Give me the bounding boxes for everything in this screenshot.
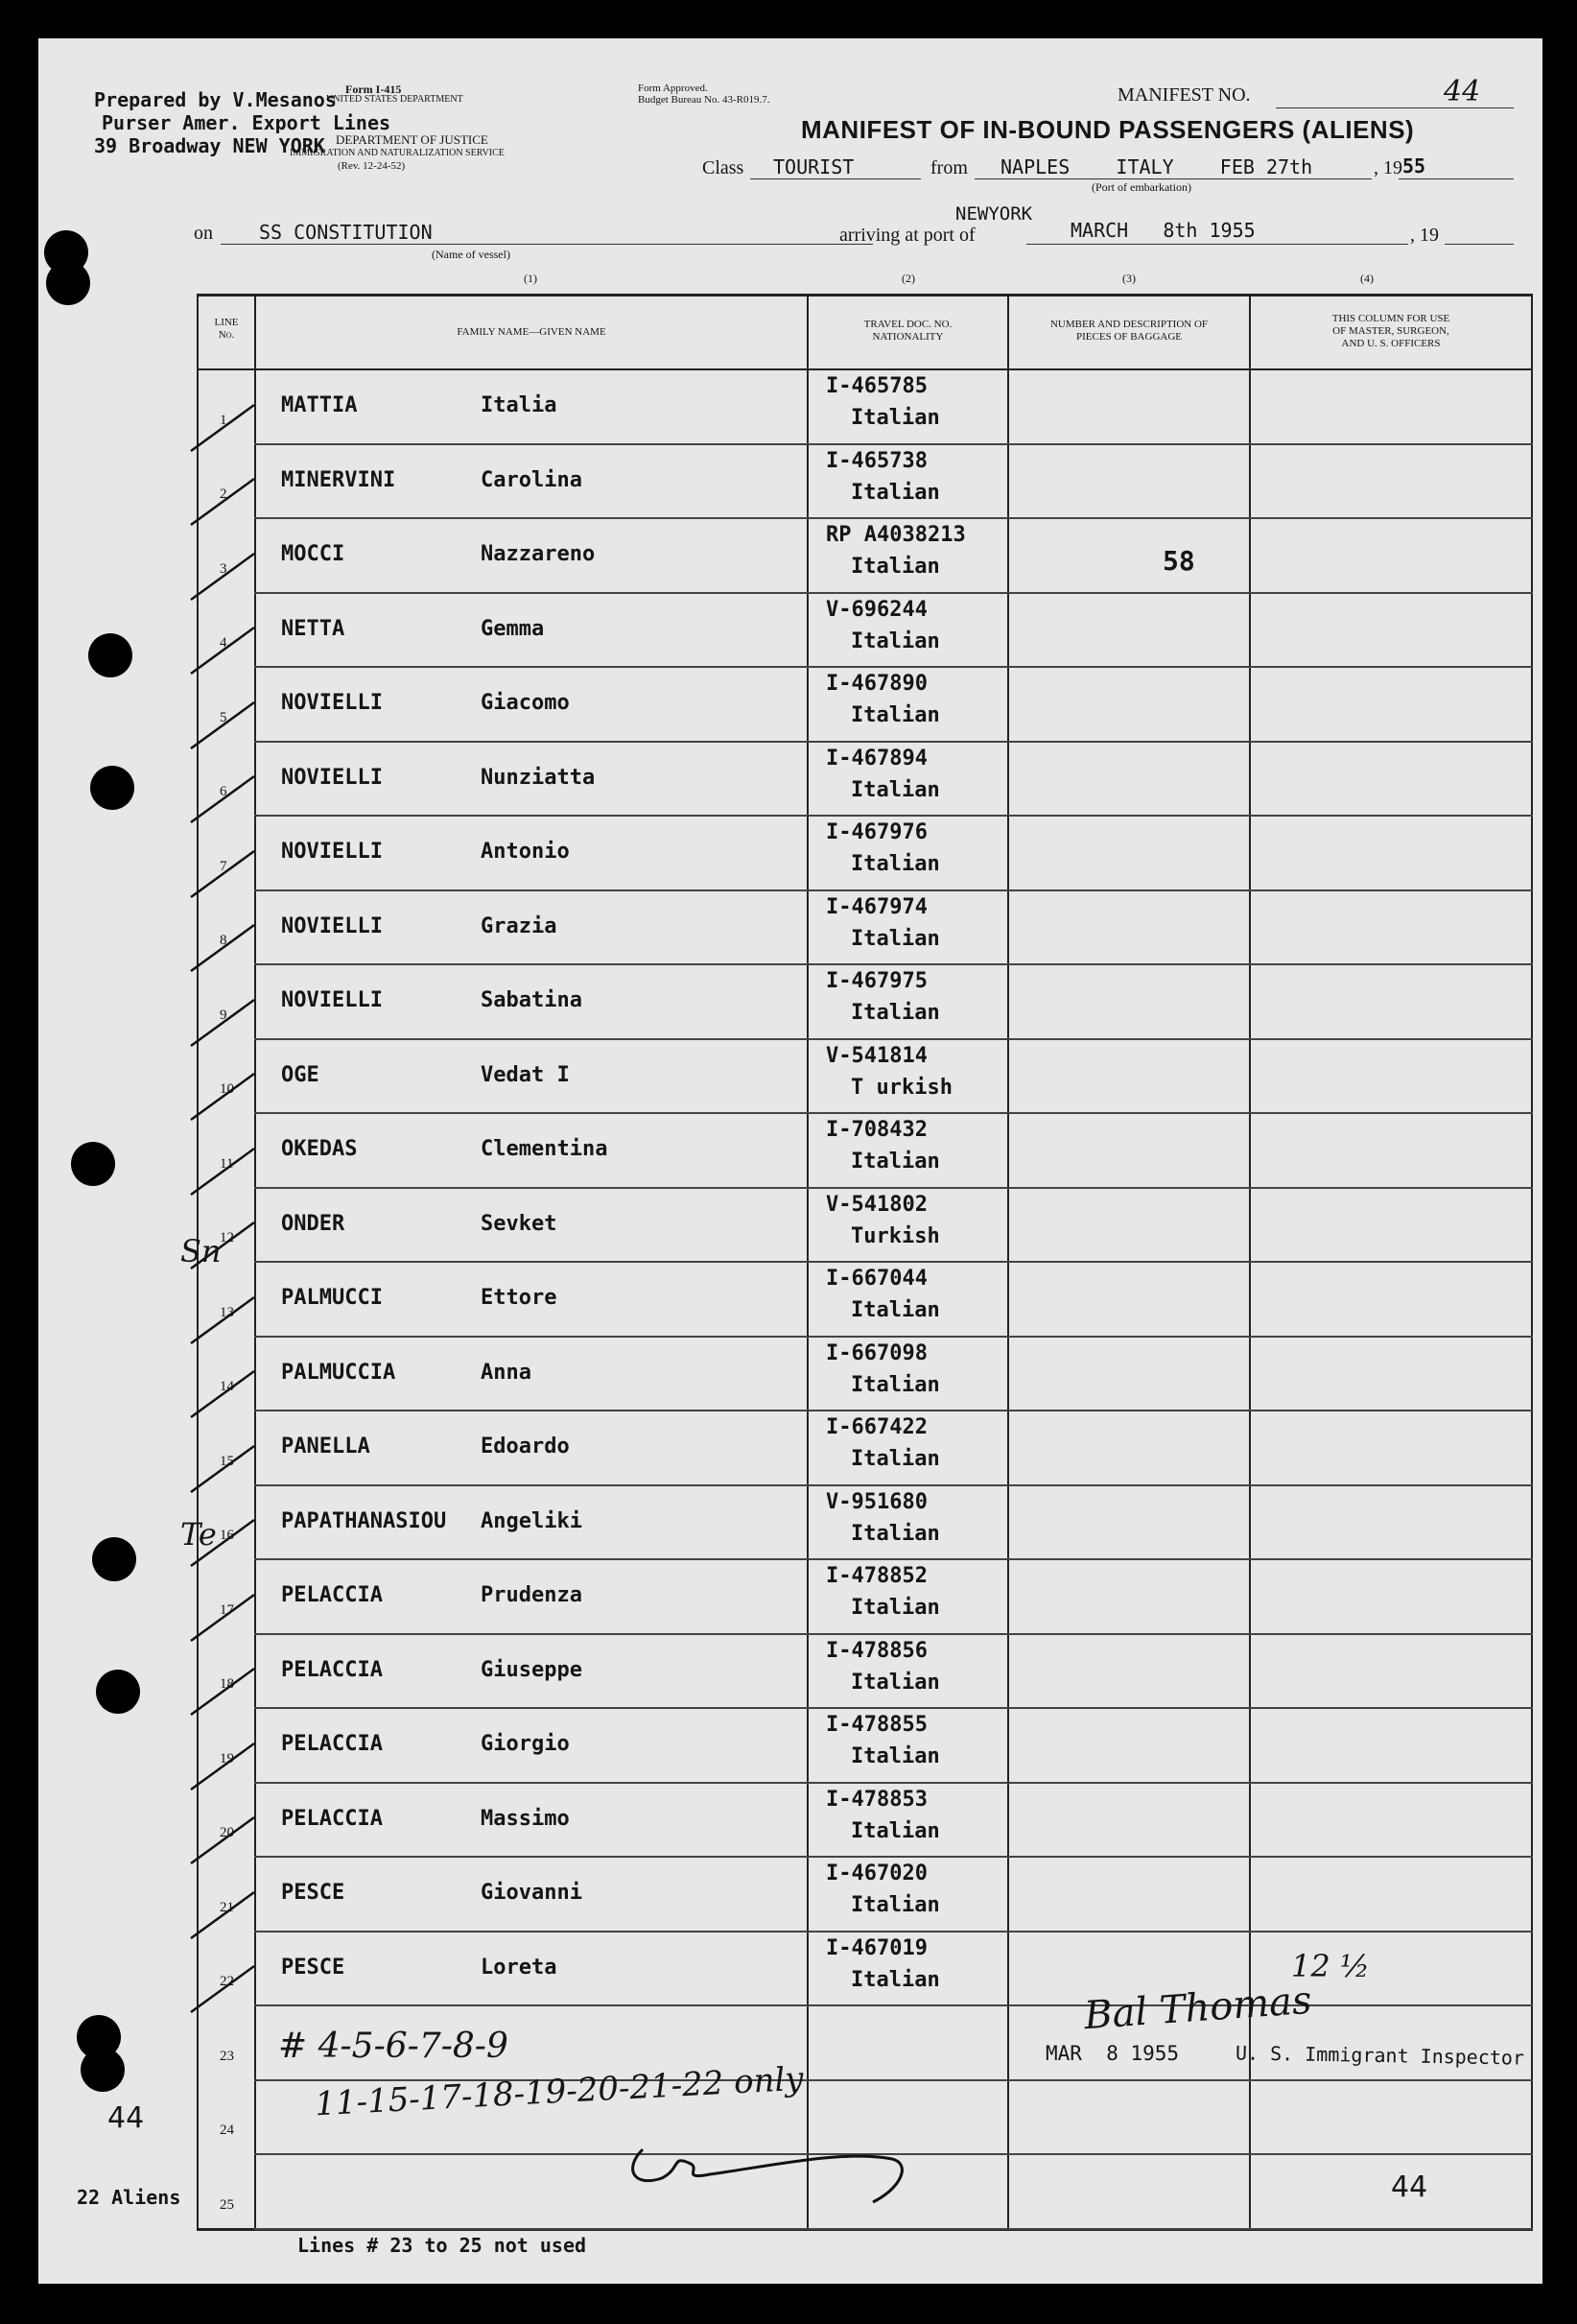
given-name: Vedat I	[481, 1062, 570, 1087]
given-name: Italia	[481, 393, 557, 417]
prepared-line-3: 39 Broadway NEW YORK	[94, 134, 325, 157]
budget-bureau: Budget Bureau No. 43-R019.7.	[638, 94, 770, 106]
nationality: Italian	[851, 1744, 940, 1768]
line-number: 20	[220, 1825, 234, 1840]
travel-doc-number: V-696244	[826, 597, 928, 622]
nationality: T urkish	[851, 1075, 953, 1100]
given-name: Loreta	[481, 1955, 557, 1980]
family-name: MATTIA	[281, 393, 358, 417]
manifest-number: 44	[1444, 75, 1481, 108]
table-row	[197, 817, 1533, 891]
travel-doc-number: I-667422	[826, 1415, 928, 1439]
travel-doc-number: I-467976	[826, 820, 928, 844]
table-row	[197, 1411, 1533, 1486]
travel-doc-number: I-708432	[826, 1118, 928, 1142]
margin-note-16: Te	[180, 1516, 217, 1553]
travel-doc-number: V-951680	[826, 1489, 928, 1514]
table-row	[197, 1114, 1533, 1189]
line-number: 7	[220, 858, 227, 874]
line-number: 9	[220, 1007, 227, 1023]
given-name: Carolina	[481, 467, 582, 492]
table-row	[197, 1709, 1533, 1784]
nationality: Italian	[851, 480, 940, 505]
family-name: PANELLA	[281, 1435, 370, 1458]
given-name: Sabatina	[481, 988, 582, 1012]
nationality: Italian	[851, 1447, 940, 1471]
given-name: Ettore	[481, 1286, 557, 1310]
line-number: 5	[220, 709, 227, 725]
travel-doc-number: I-467975	[826, 969, 928, 993]
margin-note-12: Sn	[180, 1233, 222, 1269]
line-number: 13	[220, 1304, 234, 1320]
given-name: Anna	[481, 1360, 531, 1385]
table-row	[197, 1560, 1533, 1635]
line-number: 10	[220, 1081, 234, 1097]
nationality: Turkish	[851, 1223, 940, 1248]
travel-doc-number: I-465785	[826, 374, 928, 398]
given-name: Grazia	[481, 913, 557, 938]
hand-note-1: # 4-5-6-7-8-9	[278, 2027, 508, 2066]
line-number: 22	[220, 1974, 234, 1989]
line-number: 16	[220, 1528, 234, 1543]
family-name: PELACCIA	[281, 1657, 383, 1682]
given-name: Nunziatta	[481, 765, 596, 790]
arrival-underline	[1026, 244, 1408, 245]
given-name: Angeliki	[481, 1508, 582, 1533]
travel-doc-number: I-467974	[826, 894, 928, 919]
table-row	[197, 519, 1533, 594]
nationality: Italian	[851, 555, 940, 579]
nationality: Italian	[851, 1670, 940, 1695]
punch-hole	[81, 2048, 125, 2092]
travel-doc-number: I-667098	[826, 1340, 928, 1365]
baggage-mark: 58	[1163, 545, 1195, 577]
travel-doc-number: V-541814	[826, 1043, 928, 1068]
travel-doc-number: I-467019	[826, 1935, 928, 1960]
aliens-count: 22 Aliens	[77, 2186, 181, 2209]
col-num-4: (4)	[1360, 272, 1374, 285]
on-label: on	[194, 223, 213, 244]
prepared-line-2: Purser Amer. Export Lines	[102, 111, 391, 134]
nationality: Italian	[851, 926, 940, 951]
family-name: OGE	[281, 1062, 319, 1087]
date-stamp: MAR 8 1955	[1046, 2042, 1180, 2065]
form-number: Form I-415	[345, 83, 402, 96]
table-row	[197, 1486, 1533, 1561]
family-name: NOVIELLI	[281, 691, 383, 715]
nationality: Italian	[851, 1001, 940, 1025]
vessel-underline	[221, 244, 873, 245]
given-name: Prudenza	[481, 1583, 582, 1607]
year2-prefix: , 19	[1410, 225, 1439, 246]
line-number: 14	[220, 1379, 234, 1394]
given-name: Giuseppe	[481, 1657, 582, 1682]
family-name: OKEDAS	[281, 1137, 358, 1161]
hand-note-2: 11-15-17-18-19-20-21-22 only	[314, 2059, 805, 2124]
inspector-signature: Bal Thomas	[1082, 1978, 1313, 2039]
table-row	[197, 1263, 1533, 1338]
table-row	[197, 1784, 1533, 1859]
row-divider	[254, 2228, 1533, 2230]
class-label: Class	[702, 157, 744, 178]
line-number: 17	[220, 1601, 234, 1618]
manifest-title: MANIFEST OF IN-BOUND PASSENGERS (ALIENS)	[801, 115, 1415, 144]
from-label: from	[930, 157, 968, 178]
side-number: 44	[107, 2101, 145, 2135]
table-row	[197, 1189, 1533, 1264]
given-name: Edoardo	[481, 1435, 570, 1458]
table-row	[197, 370, 1533, 445]
table-row	[197, 1040, 1533, 1115]
family-name: MOCCI	[281, 542, 345, 566]
inspector-title: U. S. Immigrant Inspector	[1235, 2041, 1525, 2070]
family-name: NETTA	[281, 616, 345, 641]
travel-doc-number: I-467890	[826, 672, 928, 696]
travel-doc-number: I-667044	[826, 1267, 928, 1291]
revision-line: (Rev. 12-24-52)	[338, 160, 406, 172]
family-name: PALMUCCI	[281, 1286, 383, 1310]
given-name: Nazzareno	[481, 542, 596, 566]
manifest-page	[38, 38, 1542, 2284]
family-name: PAPATHANASIOU	[281, 1508, 447, 1533]
family-name: NOVIELLI	[281, 840, 383, 864]
officers-header: THIS COLUMN FOR USE OF MASTER, SURGEON, AND U. S. OFFICERS	[1331, 313, 1450, 349]
arrival-port: NEWYORK	[955, 203, 1033, 225]
line-number: 1	[220, 412, 227, 428]
line-number: 23	[220, 2048, 234, 2064]
given-name: Giacomo	[481, 691, 570, 715]
year2-underline	[1445, 244, 1514, 245]
embarkation-value: NAPLES ITALY FEB 27th	[1000, 155, 1313, 178]
travel-doc-number: I-478853	[826, 1787, 928, 1812]
line-number: 12	[220, 1230, 234, 1245]
col-num-1: (1)	[524, 272, 537, 285]
line-number: 2	[220, 486, 227, 502]
travel-doc-number: V-541802	[826, 1192, 928, 1217]
name-header: FAMILY NAME—GIVEN NAME	[457, 326, 606, 338]
given-name: Giovanni	[481, 1881, 582, 1905]
family-name: NOVIELLI	[281, 913, 383, 938]
table-row	[197, 891, 1533, 966]
table-row	[197, 965, 1533, 1040]
line-number: 3	[220, 560, 227, 577]
punch-hole	[88, 633, 132, 677]
table-row	[197, 1338, 1533, 1412]
nationality: Italian	[851, 1967, 940, 1992]
line-number: 19	[220, 1750, 234, 1767]
punch-hole	[90, 766, 134, 810]
nationality: Italian	[851, 1521, 940, 1546]
table-row	[197, 668, 1533, 743]
initials-scribble	[614, 2111, 940, 2217]
travel-doc-number: I-478856	[826, 1638, 928, 1663]
line-number: 8	[220, 933, 227, 948]
given-name: Gemma	[481, 616, 545, 641]
nationality: Italian	[851, 406, 940, 430]
travel-doc-number: I-478852	[826, 1564, 928, 1588]
family-name: NOVIELLI	[281, 765, 383, 790]
family-name: PESCE	[281, 1881, 345, 1905]
table-row	[197, 1858, 1533, 1933]
from-underline	[975, 178, 1372, 179]
travel-doc-number: RP A4038213	[826, 523, 966, 547]
line-number: 25	[220, 2196, 234, 2213]
travel-doc-number: I-467020	[826, 1862, 928, 1885]
given-name: Clementina	[481, 1137, 608, 1161]
nationality: Italian	[851, 1818, 940, 1843]
family-name: PELACCIA	[281, 1806, 383, 1831]
line-number: 11	[220, 1155, 234, 1172]
family-name: MINERVINI	[281, 467, 396, 492]
nationality: Italian	[851, 1150, 940, 1174]
family-name: PELACCIA	[281, 1732, 383, 1756]
form-approved: Form Approved.	[638, 83, 708, 94]
line-number: 24	[220, 2122, 234, 2138]
bottom-number: 44	[1391, 2170, 1428, 2204]
year-value: 55	[1402, 154, 1426, 178]
travel-doc-header: TRAVEL DOC. NO. NATIONALITY	[863, 319, 953, 343]
line-number: 15	[220, 1453, 234, 1469]
given-name: Antonio	[481, 840, 570, 864]
justice-line: DEPARTMENT OF JUSTICE	[336, 132, 488, 147]
nationality: Italian	[851, 777, 940, 802]
port-caption: (Port of embarkation)	[1092, 180, 1191, 194]
table-row	[197, 1635, 1533, 1710]
baggage-header: NUMBER AND DESCRIPTION OF PIECES OF BAGGAGE	[1049, 319, 1209, 343]
nationality: Italian	[851, 703, 940, 727]
family-name: ONDER	[281, 1211, 345, 1236]
travel-doc-number: I-478855	[826, 1713, 928, 1737]
nationality: Italian	[851, 1893, 940, 1917]
punch-hole	[96, 1670, 140, 1714]
arriving-label: arriving at port of	[839, 225, 976, 246]
footer-note: Lines # 23 to 25 not used	[297, 2234, 587, 2257]
vessel-caption: (Name of vessel)	[432, 248, 510, 261]
line-number: 18	[220, 1676, 234, 1692]
nationality: Italian	[851, 1298, 940, 1322]
line-number: 21	[220, 1899, 234, 1915]
given-name: Sevket	[481, 1211, 557, 1236]
service-line: IMMIGRATION AND NATURALIZATION SERVICE	[290, 148, 505, 158]
line-number: 6	[220, 784, 227, 799]
travel-doc-number: I-465738	[826, 448, 928, 473]
travel-doc-number: I-467894	[826, 746, 928, 771]
year-prefix: , 19	[1374, 157, 1402, 178]
punch-hole	[71, 1142, 115, 1186]
family-name: PELACCIA	[281, 1583, 383, 1607]
year-underline	[1399, 178, 1514, 179]
arrival-date: MARCH 8th 1955	[1071, 219, 1256, 242]
class-value: TOURIST	[773, 155, 855, 178]
line-no-header: LINE No.	[214, 317, 239, 341]
class-underline	[750, 178, 921, 179]
family-name: NOVIELLI	[281, 988, 383, 1012]
line-number: 4	[220, 635, 227, 651]
prepared-line-1: Prepared by V.Mesanos	[94, 88, 337, 111]
manifest-no-label: MANIFEST NO.	[1118, 84, 1251, 106]
family-name: PALMUCCIA	[281, 1360, 396, 1385]
nationality: Italian	[851, 628, 940, 653]
vessel-name: SS CONSTITUTION	[259, 221, 433, 244]
given-name: Giorgio	[481, 1732, 570, 1756]
family-name: PESCE	[281, 1955, 345, 1980]
tally-note: 12 ½	[1291, 1948, 1370, 1984]
col-num-2: (2)	[902, 272, 915, 285]
col-num-3: (3)	[1122, 272, 1136, 285]
table-row	[197, 594, 1533, 669]
punch-hole	[92, 1537, 136, 1581]
table-row	[197, 743, 1533, 818]
punch-hole	[46, 261, 90, 305]
given-name: Massimo	[481, 1806, 570, 1831]
department-line: UNITED STATES DEPARTMENT	[326, 94, 463, 105]
nationality: Italian	[851, 1372, 940, 1397]
table-row	[197, 445, 1533, 520]
nationality: Italian	[851, 852, 940, 876]
nationality: Italian	[851, 1596, 940, 1620]
